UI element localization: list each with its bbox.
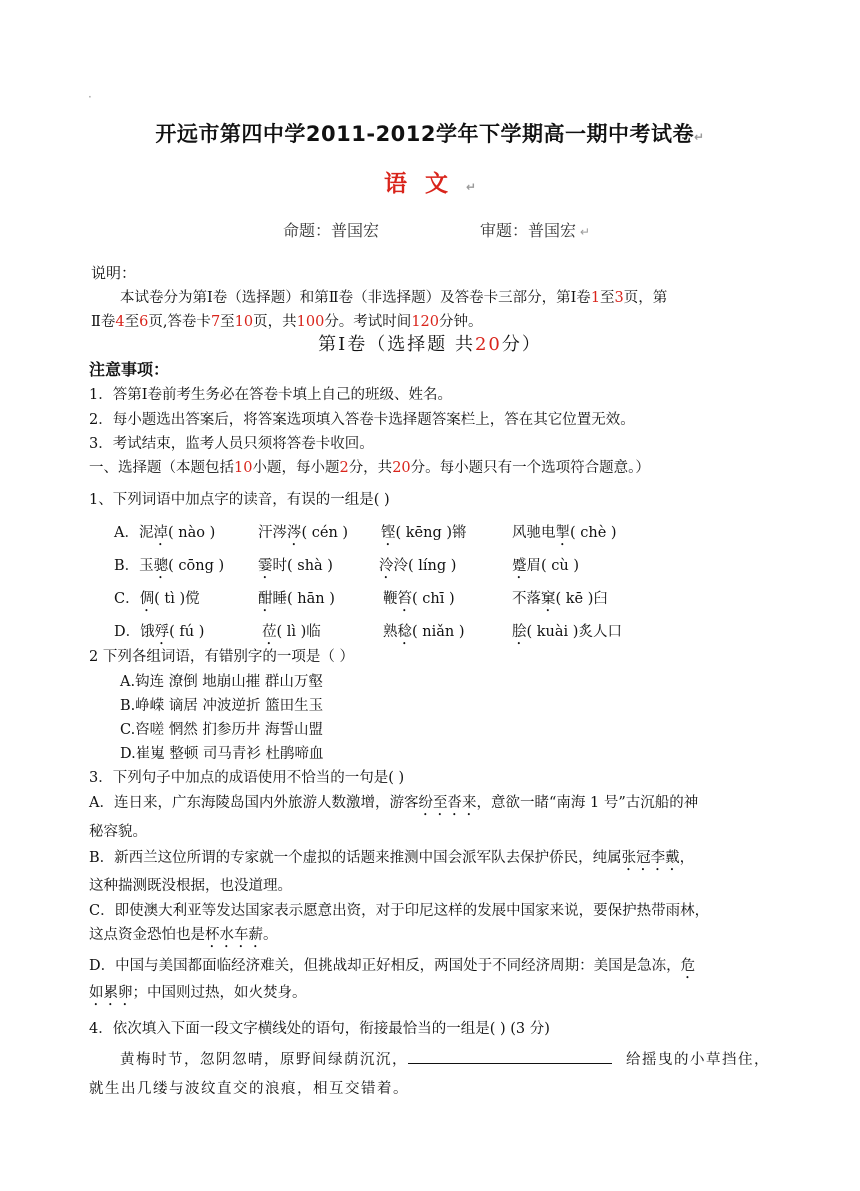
part-one-text: 分） xyxy=(501,334,542,355)
q1-option-d xyxy=(114,620,204,648)
option-text: ，意欲一睹“南海 1 号”古沉船的神 xyxy=(476,795,699,811)
intro-number: 3 xyxy=(614,290,624,306)
option-text: B．玉 xyxy=(114,558,154,574)
option-text: ( nào ) xyxy=(167,525,216,541)
section-text: 小题，每小题 xyxy=(252,460,340,476)
option-text: 风驰电 xyxy=(512,525,556,541)
q1-option-a-word3 xyxy=(381,521,467,549)
dotted-char: 霎 xyxy=(258,558,273,574)
note-item: 1．答第Ⅰ卷前考生务必在答卷卡填上自己的班级、姓名。 xyxy=(89,387,452,403)
intro-number: 10 xyxy=(234,314,254,330)
q2-option-b: B.峥嵘 谪居 冲波逆折 篮田生玉 xyxy=(120,698,324,714)
q3-option-c-cont xyxy=(89,923,278,951)
option-text: ( kuài )炙人口 xyxy=(526,624,622,640)
intro-text: 至 xyxy=(220,314,235,330)
intro-text: 本试卷分为第Ⅰ卷（选择题）和第Ⅱ卷（非选择题）及答卷卡三部分，第Ⅰ卷 xyxy=(120,290,591,306)
q2-stem: 2 下列各组词语，有错别字的一项是（ ） xyxy=(89,649,354,665)
intro-text: 页，第 xyxy=(623,290,668,306)
section-text: 一、选择题（本题包括 xyxy=(89,460,234,476)
option-text: 汗涔 xyxy=(258,525,287,541)
part-one-text: 第Ⅰ卷（选择题 共 xyxy=(318,334,475,355)
intro-number: 4 xyxy=(115,314,125,330)
q1-option-a-word4 xyxy=(512,521,617,549)
option-text: ；中国则过热，如火焚身。 xyxy=(132,985,307,1001)
q3-stem: 3．下列句子中加点的成语使用不恰当的一句是( ) xyxy=(89,770,405,786)
q4-stem: 4．依次填入下面一段文字横线处的语句，衔接最恰当的一组是( ) (3 分) xyxy=(89,1021,550,1037)
q1-option-b xyxy=(114,554,224,582)
section-text: 分。每小题只有一个选项符合题意。） xyxy=(410,460,650,476)
note-item: 3．考试结束，监考人员只须将答卷卡收回。 xyxy=(89,436,374,452)
dotted-char: 铿 xyxy=(381,525,396,541)
q3-option-b-cont: 这种揣测既没根据，也没道理。 xyxy=(89,878,292,894)
intro-number: 120 xyxy=(411,314,439,330)
section-one-heading xyxy=(89,456,650,477)
q1-option-d-word3 xyxy=(383,620,465,648)
exam-title-text: 开远市第四中学2011-2012学年下学期高一期中考试卷 xyxy=(155,122,695,146)
intro-text: 页,答卷卡 xyxy=(148,314,211,330)
dotted-char: 泠 xyxy=(379,558,394,574)
dotted-idiom: 纷至沓来 xyxy=(418,795,477,811)
q3-option-b xyxy=(89,846,694,874)
subject-title xyxy=(0,165,860,198)
intro-number: 7 xyxy=(210,314,221,330)
option-text: 不落 xyxy=(512,591,541,607)
option-text: 眉( cù ) xyxy=(526,558,579,574)
q2-option-c: C.咨嗟 惘然 扪参历井 海誓山盟 xyxy=(120,722,324,738)
passage-text: 给摇曳的小草挡住， xyxy=(626,1052,770,1068)
option-text: D．中国与美国都面临经济难关，但挑战却正好相反，两国处于不同经济周期：美国是急冻， xyxy=(89,958,681,974)
option-text: A．泥 xyxy=(114,525,154,541)
section-number: 2 xyxy=(339,460,349,476)
answer-blank[interactable] xyxy=(408,1049,612,1064)
dotted-char: 骢 xyxy=(153,558,169,574)
q2-option-a: A.钩连 潦倒 地崩山摧 群山万壑 xyxy=(120,674,323,690)
option-text: 时( shà ) xyxy=(272,558,333,574)
dotted-char: 倜 xyxy=(139,591,155,607)
dotted-idiom: 危 xyxy=(680,958,696,974)
dotted-idiom: 杯水车薪 xyxy=(205,927,263,943)
dotted-char: 涔 xyxy=(287,525,302,541)
dotted-char: 殍 xyxy=(154,624,170,640)
section-text: 分，共 xyxy=(348,460,393,476)
option-text: ( chè ) xyxy=(570,525,617,541)
q1-option-c-word4 xyxy=(512,587,608,615)
intro-line-1 xyxy=(120,286,667,307)
q1-option-d-word4 xyxy=(512,620,622,648)
q1-option-c-word3 xyxy=(383,587,455,615)
dotted-char: 蹙 xyxy=(512,558,527,574)
q3-option-a xyxy=(89,791,698,819)
return-mark-icon: ↵ xyxy=(694,130,705,144)
q1-option-a xyxy=(114,521,215,549)
q4-passage-line2: 就生出几缕与波纹直交的浪痕，相互交错着。 xyxy=(89,1081,409,1097)
option-text: ( kēng )锵 xyxy=(395,525,467,541)
dotted-char: 酣 xyxy=(258,591,273,607)
option-text: 这点资金恐怕也是 xyxy=(89,927,205,943)
option-text: ( chī ) xyxy=(412,591,455,607)
intro-text: 页，共 xyxy=(253,314,297,330)
dotted-char: 笞 xyxy=(397,591,412,607)
dotted-char: 莅 xyxy=(262,624,277,640)
part-one-heading xyxy=(0,330,860,356)
q3-option-d-cont xyxy=(89,981,307,1009)
intro-text: 分钟。 xyxy=(439,314,483,330)
intro-heading: 说明： xyxy=(91,264,137,282)
reviewer-line xyxy=(480,218,590,241)
option-text: ( niǎn ) xyxy=(412,624,465,640)
corner-mark: · xyxy=(88,90,92,104)
dotted-char: 脍 xyxy=(512,624,527,640)
option-text: 泠( líng ) xyxy=(393,558,457,574)
intro-number: 1 xyxy=(590,290,601,306)
q3-option-a-cont: 秘容貌。 xyxy=(89,824,147,840)
option-text: A．连日来，广东海陵岛国内外旅游人数激增，游客 xyxy=(89,795,419,811)
q1-option-c xyxy=(114,587,200,615)
option-text: B．新西兰这位所谓的专家就一个虚拟的话题来推测中国会派军队去保护侨民，纯属 xyxy=(89,850,622,866)
option-text: 鞭 xyxy=(383,591,398,607)
dotted-char: 掣 xyxy=(555,525,570,541)
return-mark-icon: ↵ xyxy=(576,225,590,239)
return-mark-icon: ↵ xyxy=(465,180,477,194)
option-text: C． xyxy=(114,591,140,607)
option-text: 。 xyxy=(263,927,278,943)
q1-option-b-word3 xyxy=(379,554,456,582)
option-text: ， xyxy=(679,850,695,866)
passage-text: 黄梅时节，忽阴忽晴，原野间绿荫沉沉， xyxy=(120,1052,408,1068)
author-label: 命题：普国宏 xyxy=(283,221,380,240)
intro-text: 至 xyxy=(600,290,615,306)
q1-option-d-word2 xyxy=(262,620,321,648)
section-number: 20 xyxy=(392,460,411,476)
intro-number: 6 xyxy=(139,314,149,330)
dotted-idiom: 如累卵 xyxy=(89,985,133,1001)
q1-option-b-word4 xyxy=(512,554,579,582)
option-text: ( cén ) xyxy=(301,525,349,541)
q1-stem: 1、下列词语中加点字的读音，有误的一组是( ) xyxy=(89,492,390,508)
dotted-char: 稔 xyxy=(397,624,412,640)
dotted-char: 淖 xyxy=(153,525,168,541)
note-item: 2．每小题选出答案后，将答案选项填入答卷卡选择题答案栏上，答在其它位置无效。 xyxy=(89,412,635,428)
intro-text: 至 xyxy=(124,314,140,330)
option-text: ( fú ) xyxy=(169,624,205,640)
intro-line-2 xyxy=(91,310,483,331)
option-text: 睡( hān ) xyxy=(272,591,335,607)
exam-title xyxy=(0,118,860,148)
option-text: ( kē )臼 xyxy=(555,591,608,607)
part-one-score: 20 xyxy=(474,334,502,355)
option-text: ( tì )傥 xyxy=(154,591,200,607)
section-number: 10 xyxy=(234,460,253,476)
q1-option-a-word2 xyxy=(258,521,348,549)
intro-text: 分。考试时间 xyxy=(324,314,412,330)
dotted-idiom: 张冠李戴 xyxy=(621,850,680,866)
intro-text: Ⅱ卷 xyxy=(91,314,116,330)
q2-option-d: D.崔嵬 整顿 司马青衫 杜鹃啼血 xyxy=(120,746,324,762)
option-text: ( cōng ) xyxy=(168,558,225,574)
q1-option-c-word2 xyxy=(258,587,335,615)
intro-number: 100 xyxy=(296,314,325,330)
option-text: D．饿 xyxy=(114,624,155,640)
notes-heading: 注意事项： xyxy=(89,360,170,379)
q4-passage-line1 xyxy=(120,1048,770,1069)
q1-option-b-word2 xyxy=(258,554,333,582)
q3-option-d xyxy=(89,954,695,982)
author-line xyxy=(283,218,379,241)
dotted-char: 窠 xyxy=(541,591,556,607)
subject-text: 语文 xyxy=(383,170,466,197)
option-text: ( lì )临 xyxy=(276,624,321,640)
reviewer-label: 审题：普国宏 xyxy=(480,221,577,240)
q3-option-c: C．即使澳大利亚等发达国家表示愿意出资，对于印尼这样的发展中国家来说，要保护热带雨林， xyxy=(89,903,710,919)
option-text: 熟 xyxy=(383,624,398,640)
